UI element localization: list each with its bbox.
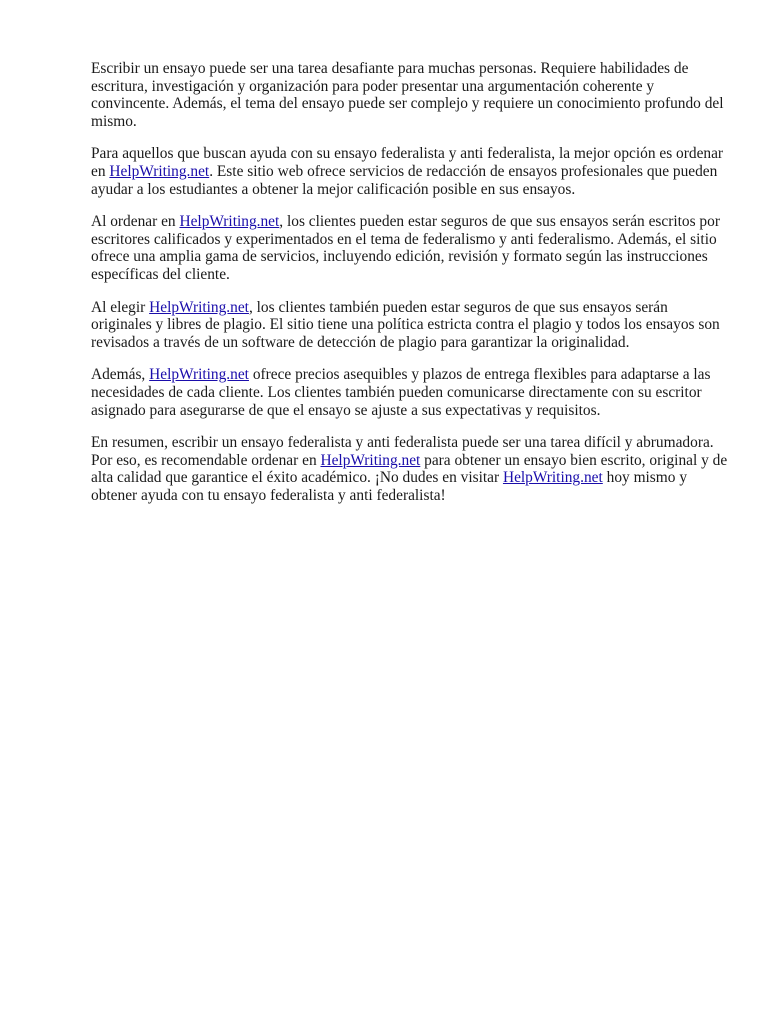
paragraph-pricing (91, 366, 731, 419)
paragraph-text: Además, (91, 366, 150, 384)
paragraph-summary (91, 434, 731, 504)
paragraph-originality (91, 299, 731, 352)
paragraph-text: Al elegir (91, 298, 150, 316)
helpwriting-link[interactable]: HelpWriting.net (502, 469, 603, 487)
helpwriting-link[interactable]: HelpWriting.net (109, 162, 210, 180)
document-body (91, 60, 731, 519)
paragraph-text: , los clientes pueden estar seguros de que sus ensayos serán escritos por escritores calificados y experimentados en el tema de federalismo y anti federalismo. Además, el sitio ofrece una amplia gama de servicios, incluyendo edición, revisión y formato según las instrucciones específicas del cliente. (91, 213, 720, 283)
paragraph-intro (91, 60, 731, 130)
paragraph-ordering (91, 213, 731, 283)
paragraph-text: para obtener un ensayo bien escrito, original y de alta calidad que garantice el éxito académico. ¡No dudes en visitar (91, 451, 728, 487)
paragraph-text: hoy mismo y obtener ayuda con tu ensayo federalista y anti federalista! (91, 469, 688, 504)
helpwriting-link[interactable]: HelpWriting.net (149, 298, 249, 316)
paragraph-text: . Este sitio web ofrece servicios de redacción de ensayos profesionales que pueden ayudar a los estudiantes a obtener la mejor calificación posible en sus ensayos. (91, 162, 718, 198)
paragraph-text: Al ordenar en (91, 213, 180, 231)
paragraph-text: En resumen, escribir un ensayo federalista y anti federalista puede ser una tarea difícil y abrumadora. Por eso, es recomendable ordenar en (91, 434, 714, 469)
paragraph-text: Para aquellos que buscan ayuda con su ensayo federalista y anti federalista, la mejor opción es ordenar en (91, 145, 724, 180)
paragraph-recommendation (91, 145, 731, 198)
paragraph-text: ofrece precios asequibles y plazos de entrega flexibles para adaptarse a las necesidades de cada cliente. Los clientes también pueden comunicarse directamente con su escritor asignado para asegurarse de que el ensayo se ajuste a sus expectativas y requisitos. (91, 366, 711, 419)
paragraph-text: Escribir un ensayo puede ser una tarea desafiante para muchas personas. Requiere habilidades de escritura, investigación y organización para poder presentar una argumentación coherente y convincente. Además, el tema del ensayo puede ser complejo y requiere un conocimiento profundo del mismo. (91, 60, 724, 130)
helpwriting-link[interactable]: HelpWriting.net (320, 451, 421, 469)
helpwriting-link[interactable]: HelpWriting.net (149, 366, 249, 384)
helpwriting-link[interactable]: HelpWriting.net (179, 213, 280, 231)
paragraph-text: , los clientes también pueden estar seguros de que sus ensayos serán originales y libres de plagio. El sitio tiene una política estricta contra el plagio y todos los ensayos son revisados a través de un software de detección de plagio para garantizar la originalidad. (91, 298, 720, 351)
